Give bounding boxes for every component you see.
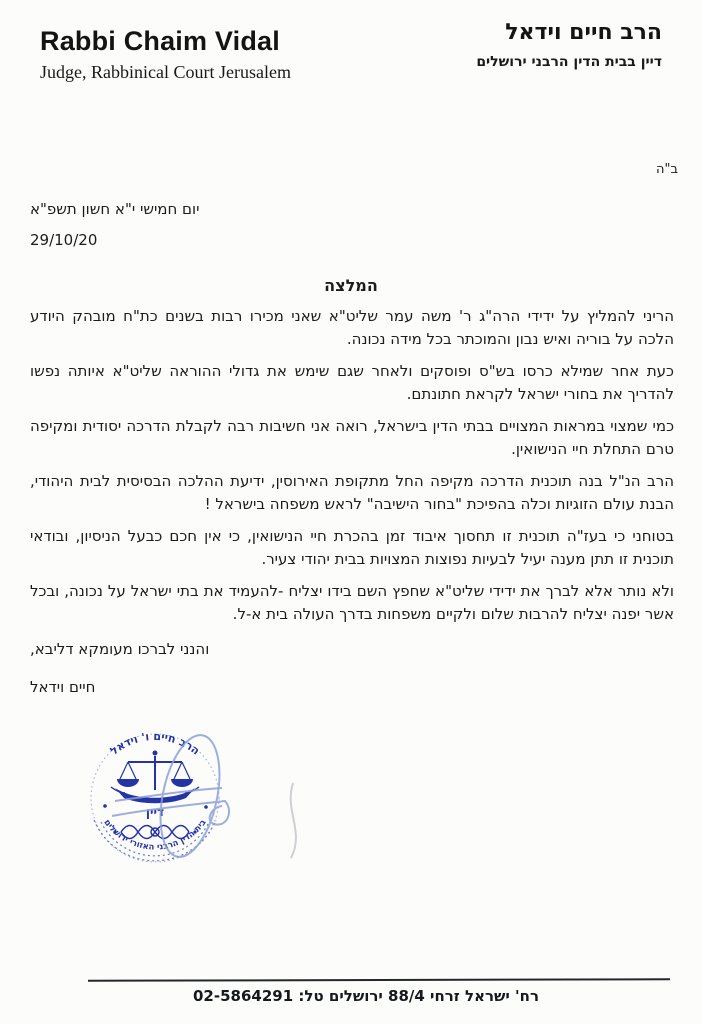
letter-title: המלצה [324, 276, 378, 295]
letterhead-title-hebrew: דיין בבית הדין הרבני ירושלים [476, 54, 662, 70]
letter-body [30, 305, 674, 635]
date-block [30, 194, 199, 256]
letter-paragraph: כמי שמצוי במראות המצויים בבתי הדין בישראל, רואה אני חשיבות רבה לקבלת הדרכה יסודית ומקיפה טרם התחלת חיי הנישואין. [30, 417, 674, 458]
signature-name: חיים וידאל [30, 678, 96, 696]
letter-paragraph: בטוחני כי בעז"ה תוכנית זו תחסוך איבוד זמן בהכרת חיי הנישואין, כי אין חכם כבעל הניסיון, ובודאי תוכנית זו תתן מענה יעיל לבעיות נפוצות המצויות בבית יהודי צעיר. [30, 527, 674, 568]
letter-paragraph: הריני להמליץ על ידידי הרה"ג ר' משה עמר שליט"א שאני מכירו רבות בשנים כת"ח מובהק היודע הלכה על בוריה ואיש נבון והמוכתר בכל מידה נכונה. [30, 307, 674, 348]
letter-paragraph: ולא נותר אלא לברך את ידידי שליט"א שחפץ השם בידו יצליח -להעמיד את בתי ישראל על נכונה, ובכל אשר יפנה יצליח להרבות שלום ולקיים משפחות בדרך העולה בית א-ל. [30, 582, 674, 623]
letter-paragraph: כעת אחר שמילא כרסו בש"ס ופוסקים ולאחר שגם שימש את גדולי ההוראה שליט"א איותה נפשו להדריך את בחורי ישראל לקראת חתונתם. [30, 362, 674, 403]
rabbinical-court-stamp [65, 706, 325, 894]
stamp-top-text: הרב חיים ו' וידאל [107, 729, 203, 758]
bsd-mark: ב"ה [656, 162, 678, 177]
letterhead-name-hebrew: הרב חיים וידאל [505, 20, 662, 45]
stamp-graphic [65, 706, 325, 894]
letterhead-title-english: Judge, Rabbinical Court Jerusalem [40, 62, 291, 82]
footer-address: רח' ישראל זרחי 88/4 ירושלים טל: 02-5864291 [193, 987, 539, 1005]
stamp-bottom-text: בית הדין הרבני האזורי ירושלים [101, 817, 209, 853]
stamp-role-text: דיין [145, 805, 165, 819]
closing-block [30, 638, 209, 698]
closing-line: והנני לברכו מעומקא דליבא, [30, 640, 210, 658]
pen-squiggle [291, 783, 296, 858]
footer-divider [88, 978, 670, 982]
stamp-left-dot [103, 804, 107, 808]
stamp-right-dot [204, 805, 208, 809]
letterhead-name-english: Rabbi Chaim Vidal [40, 26, 280, 56]
hebrew-date: יום חמישי י"א חשון תשפ"א [30, 200, 200, 218]
civil-date: 29/10/20 [30, 231, 98, 249]
letter-paragraph: הרב הנ"ל בנה תוכנית הדרכה מקיפה החל מתקופת האירוסין, ידיעת ההלכה הבסיסית לבית היהודי, הבנת עולם הזוגיות וכלה בהפיכת "בחור הישיבה" לראש משפחה בישראל ! [30, 472, 674, 513]
